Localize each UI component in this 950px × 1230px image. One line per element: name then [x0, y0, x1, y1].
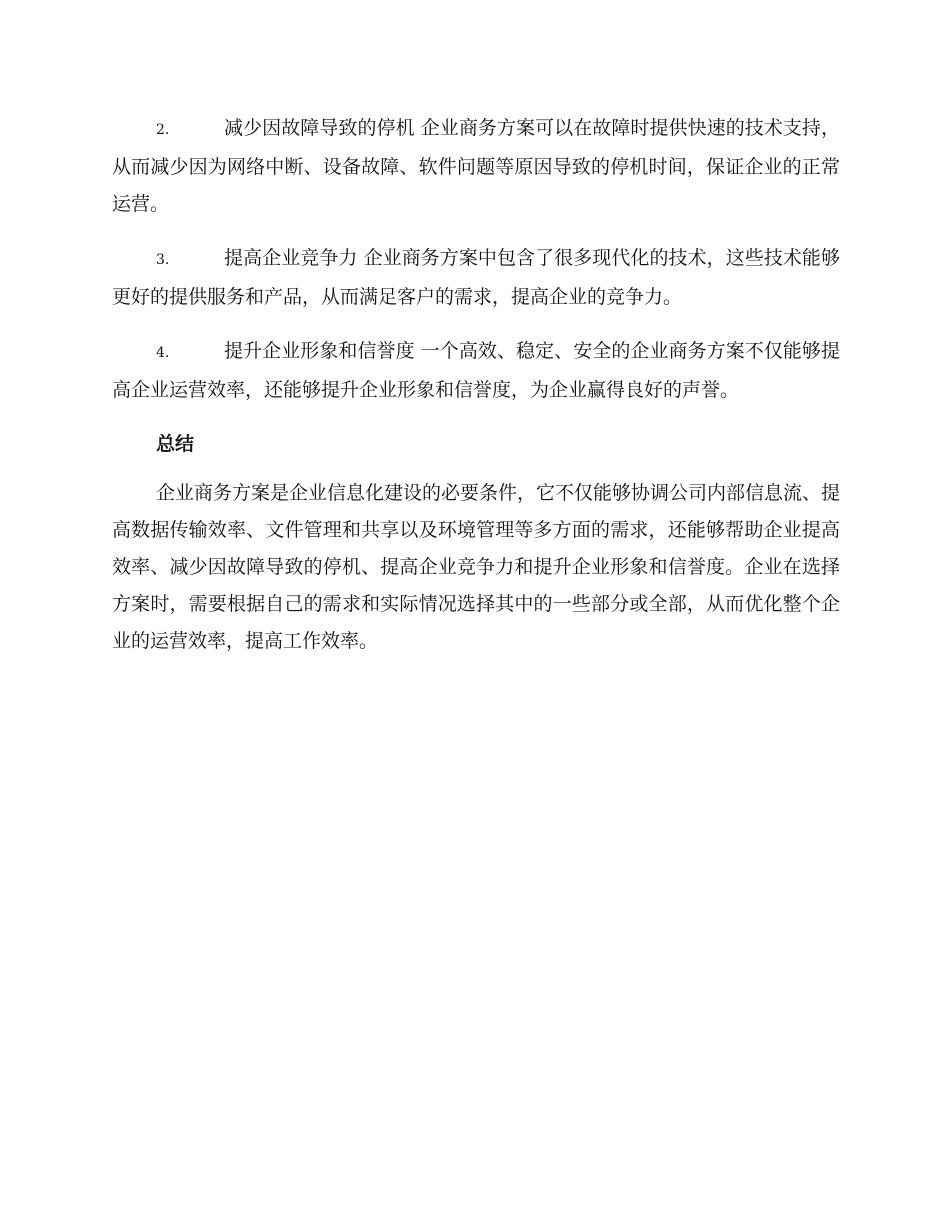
list-item: [112, 240, 840, 316]
list-item-number: 4.: [156, 345, 170, 361]
list-item-number: 2.: [156, 122, 170, 138]
summary-paragraph: 企业商务方案是企业信息化建设的必要条件，它不仅能够协调公司内部信息流、提高数据传输效率、文件管理和共享以及环境管理等多方面的需求，还能够帮助企业提高效率、减少因故障导致的停机、提高企业竞争力和提升企业形象和信誉度。企业在选择方案时，需要根据自己的需求和实际情况选择其中的一些部分或全部，从而优化整个企业的运营效率，提高工作效率。: [112, 482, 841, 652]
list-item-text: 提升企业形象和信誉度 一个高效、稳定、安全的企业商务方案不仅能够提高企业运营效率，还能够提升企业形象和信誉度，为企业赢得良好的声誉。: [112, 340, 840, 401]
document-body: [112, 110, 840, 660]
section-heading: 总结: [156, 433, 195, 455]
list-item: [112, 110, 840, 223]
list-item-text: 提高企业竞争力 企业商务方案中包含了很多现代化的技术，这些技术能够更好的提供服务和产品，从而满足客户的需求，提高企业的竞争力。: [112, 247, 840, 308]
list-item: [112, 333, 840, 409]
list-item-text: 减少因故障导致的停机 企业商务方案可以在故障时提供快速的技术支持，从而减少因为网络中断、设备故障、软件问题等原因导致的停机时间，保证企业的正常运营。: [112, 117, 840, 215]
list-item-number: 3.: [156, 252, 170, 268]
